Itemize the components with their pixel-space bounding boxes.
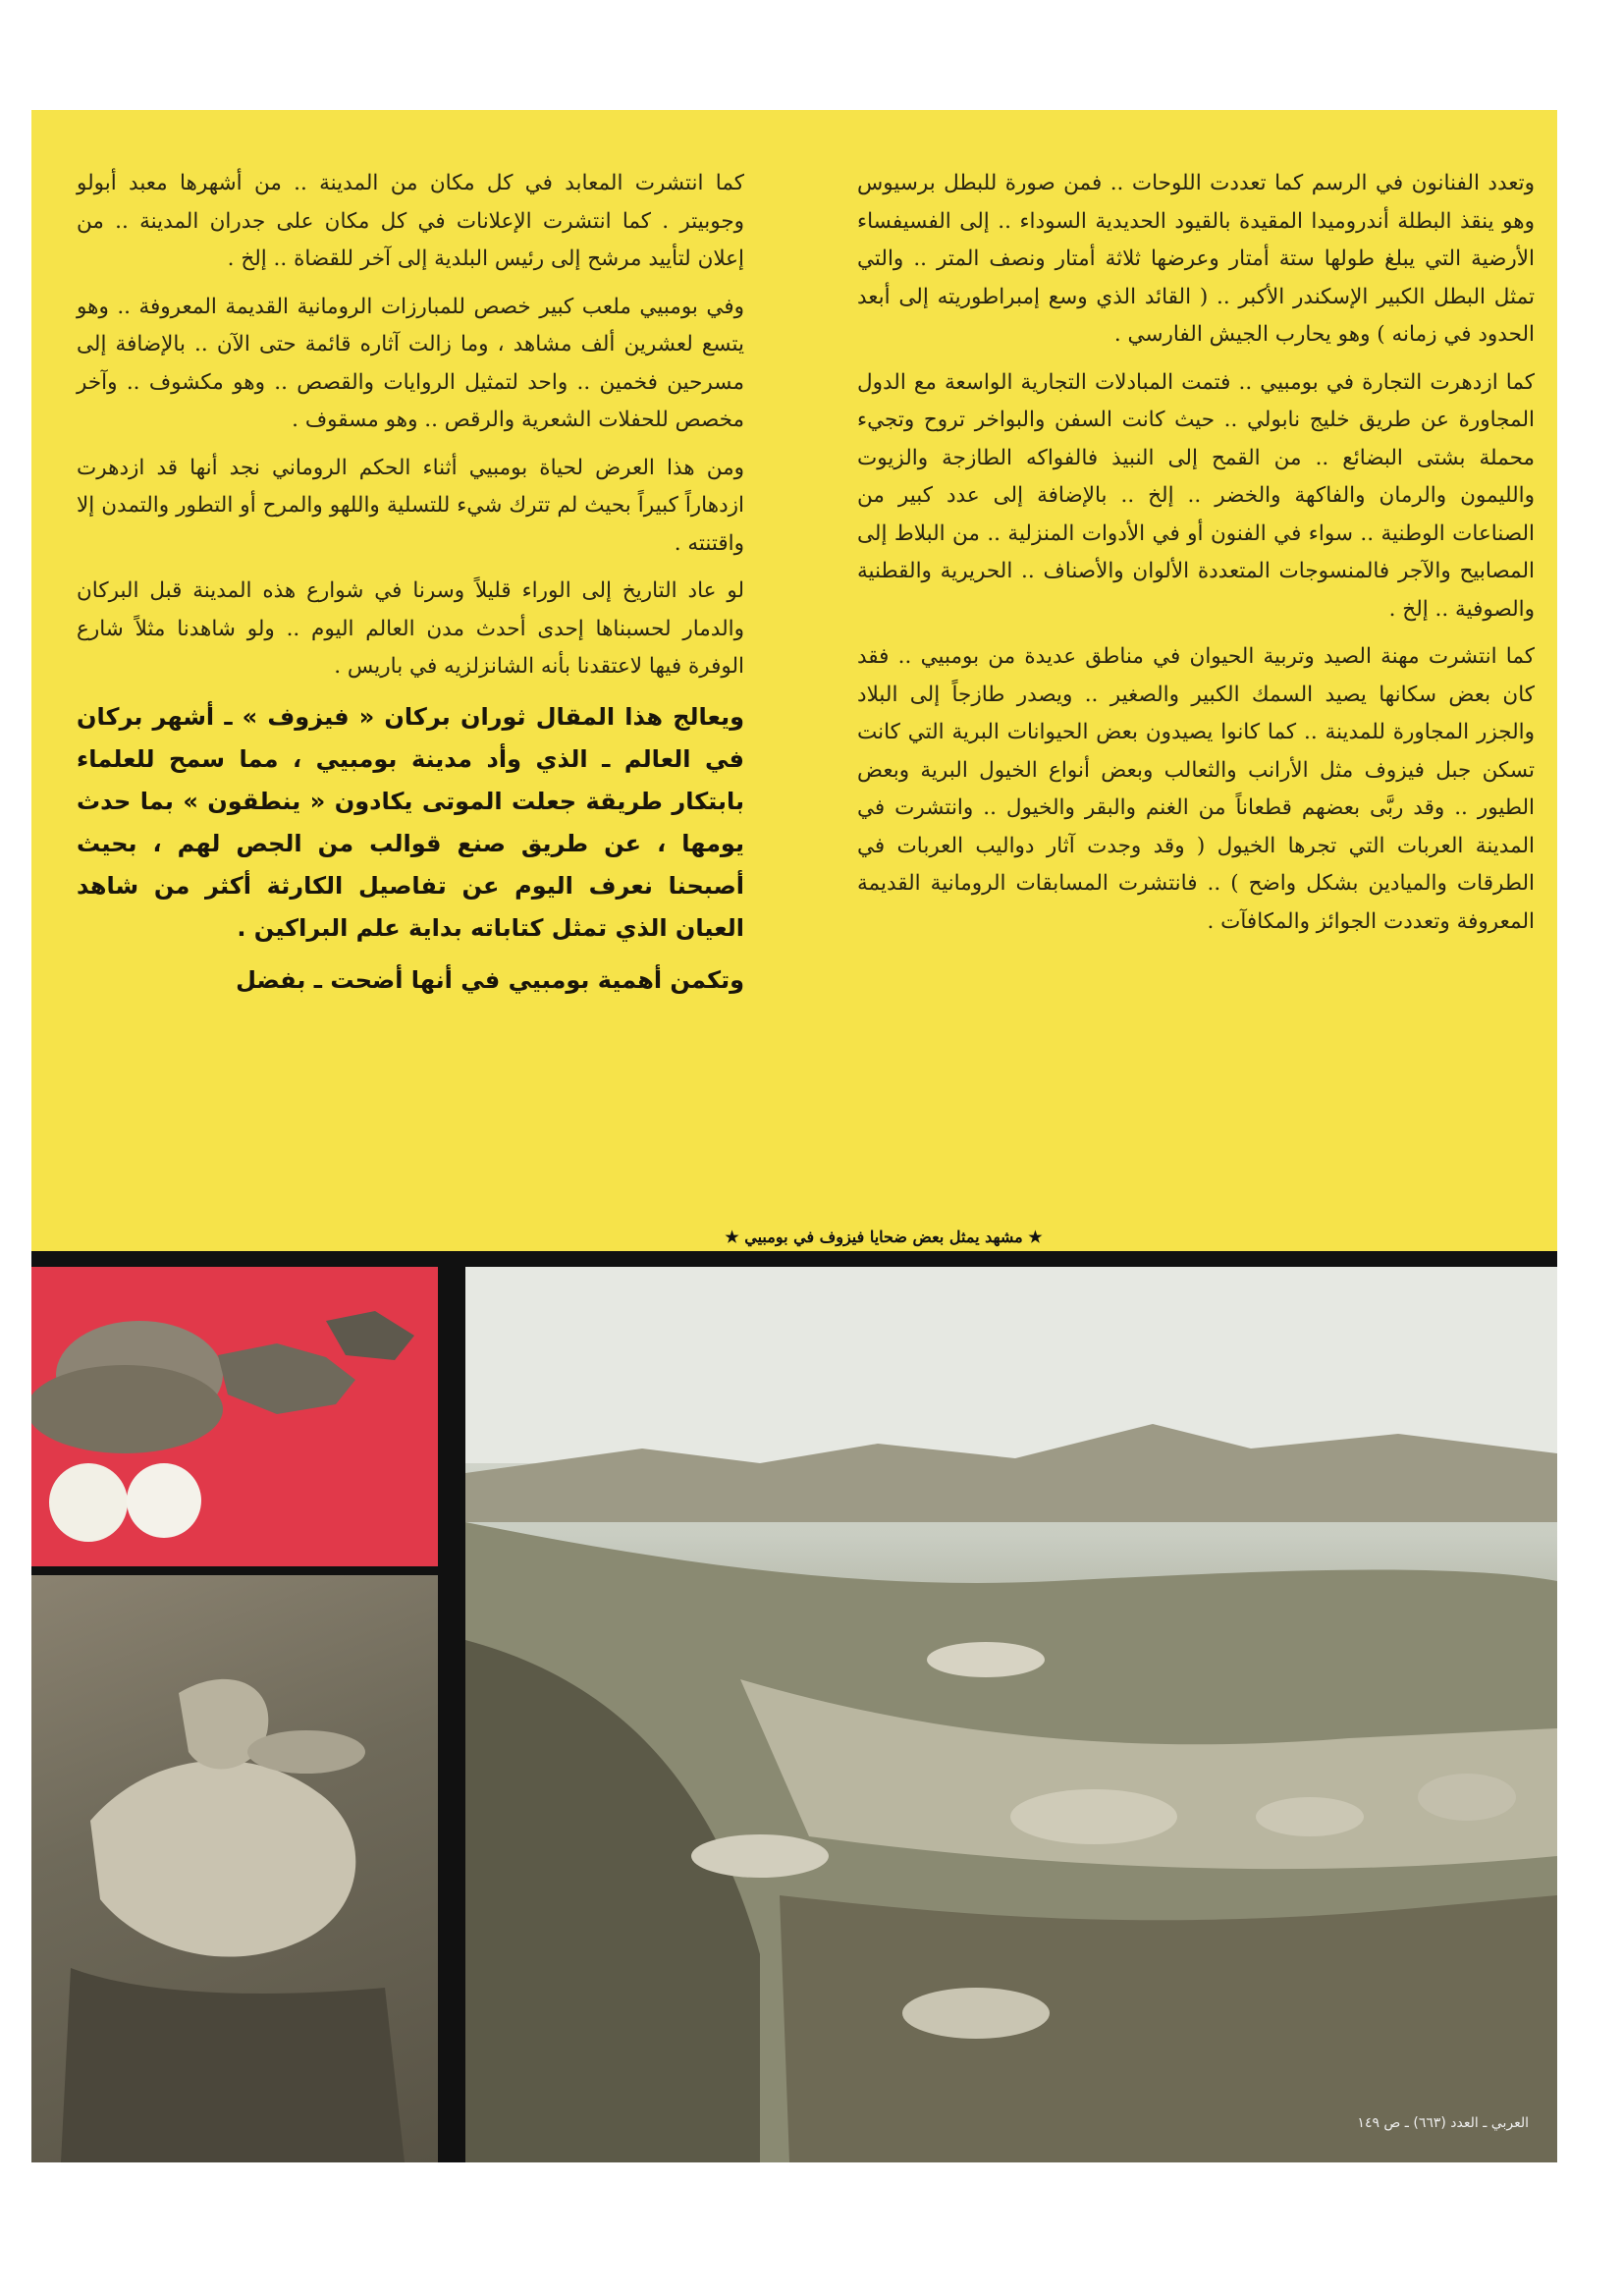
paragraph: لو عاد التاريخ إلى الوراء قليلاً وسرنا في شوارع هذه المدينة قبل البركان والدمار لحسبناها إحدى أحدث مدن العالم اليوم .. ولو شاهدنا مثلاً شارع الوفرة فيها لاعتقدنا بأنه الشانزلزيه في باريس .	[77, 578, 744, 679]
plaster-casts-image	[31, 1267, 438, 1566]
paragraph: كما انتشرت المعابد في كل مكان من المدينة .. من أشهرها معبد أبولو وجوبيتر . كما انتشرت الإعلانات في كل مكان على جدران المدينة .. من إعلان لتأييد مرشح إلى رئيس البلدية إلى آخر للقضاة .. إلخ .	[77, 171, 744, 271]
paragraph: وتعدد الفنانون في الرسم كما تعددت اللوحات .. فمن صورة للبطل برسيوس وهو ينقذ البطلة أندروميدا المقيدة بالقيود الحديدية السوداء .. إلى الفسيفساء الأرضية التي يبلغ طولها ستة أمتار وعرضها ثلاثة أمتار ونصف المتر .. والتي تمثل البطل الكبير الإسكندر الأكبر .. ( القائد الذي وسع إمبراطوريته إلى أبعد الحدود في زمانه ) وهو يحارب الجيش الفارسي .	[857, 171, 1535, 347]
paragraph: ومن هذا العرض لحياة بومبيي أثناء الحكم الروماني نجد أنها قد ازدهرت ازدهاراً كبيراً بحيث لم تترك شيء للتسلية واللهو والمرح أو التطور والتمدن إلا واقتنته .	[77, 455, 744, 556]
page-footer: العربي ـ العدد (٦٦٣) ـ ص ١٤٩	[1357, 2115, 1529, 2131]
plaster-casts-photo	[31, 1267, 438, 1566]
paragraph: كما انتشرت مهنة الصيد وتربية الحيوان في مناطق عديدة من بومبيي .. فقد كان بعض سكانها يصيد السمك الكبير والصغير .. ويصدر طازجاً إلى البلاد والجزر المجاورة للمدينة .. كما كانوا يصيدون بعض الحيوانات البرية التي كانت تسكن جبل فيزوف مثل الأرانب والثعالب وبعض أنواع الخيول البرية وبعض الطيور .. وقد ربَّى بعضهم قطعاناً من الغنم والبقر والخيول .. وانتشرت في المدينة العربات التي تجرها الخيول ( وقد وجدت آثار دواليب العربات في الطرقات والميادين بشكل واضح ) .. فانتشرت المسابقات الرومانية القديمة المعروفة وتعددت الجوائز والمكافآت .	[857, 644, 1535, 934]
victim-cast-photo	[31, 1575, 438, 2162]
paragraph: وفي بومبيي ملعب كبير خصص للمبارزات الرومانية القديمة المعروفة .. وهو يتسع لعشرين ألف مشاهد ، وما زالت آثاره قائمة حتى الآن .. بالإضافة إلى مسرحين فخمين .. واحد لتمثيل الروايات والقصص .. وهو مكشوف .. وآخر مخصص للحفلات الشعرية والرقص .. وهو مسقوف .	[77, 294, 744, 432]
photo-caption: ★ مشهد يمثل بعض ضحايا فيزوف في بومبيي ★	[725, 1228, 1043, 1246]
left-column	[77, 165, 744, 1011]
victim-cast-image	[31, 1575, 438, 2162]
paragraph: كما ازدهرت التجارة في بومبيي .. فتمت المبادلات التجارية الواسعة مع الدول المجاورة عن طريق خليج نابولي .. حيث كانت السفن والبواخر تروح وتجيء محملة بشتى البضائع .. من القمح إلى النبيذ فالفواكه الطازجة والزيوت والليمون والرمان والفاكهة والخضر .. إلخ .. بالإضافة إلى عدد كبير من الصناعات الوطنية .. سواء في الفنون أو في الأدوات المنزلية .. من البلاط إلى المصابيح والآجر فالمنسوجات المتعددة الألوان والأصناف .. الحريرية والقطنية والصوفية .. إلخ .	[857, 369, 1535, 622]
highlight-paragraph: ويعالج هذا المقال ثوران بركان « فيزوف » ـ أشهر بركان في العالم ـ الذي وأد مدينة بومبيي ، مما سمح للعلماء بابتكار طريقة جعلت الموتى يكادون « ينطقون » بما حدث يومها ، عن طريق صنع قوالب من الجص لهم ، بحيث أصبحنا نعرف اليوم عن تفاصيل الكارثة أكثر من شاهد العيان الذي تمثل كتاباته بداية علم البراكين .	[77, 702, 744, 942]
excavation-photo	[465, 1267, 1557, 2162]
excavation-image	[465, 1267, 1557, 2162]
continuation-line: وتكمن أهمية بومبيي في أنها أضحت ـ بفضل	[236, 965, 744, 994]
right-column	[857, 165, 1535, 951]
